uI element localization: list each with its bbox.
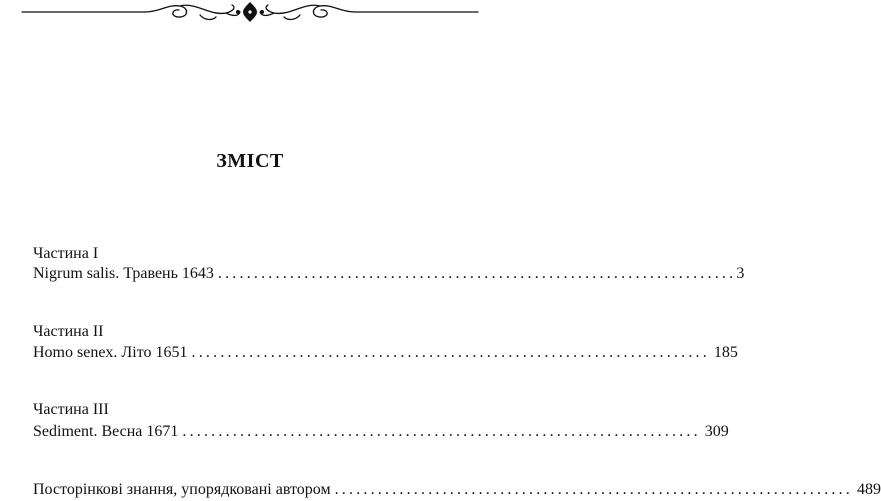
dot-leader: ........................................................................ <box>217 265 737 282</box>
dot-leader: ........................................................................ <box>191 344 710 361</box>
toc-entry[interactable] <box>33 263 745 285</box>
toc-entry-title: Посторінкові знання, упорядковані автором <box>33 481 331 498</box>
flourish-divider-icon <box>0 0 500 28</box>
part-label: Частина II <box>33 323 104 340</box>
part-label: Частина III <box>33 401 109 418</box>
toc-page-number: 489 <box>857 481 881 498</box>
toc-page-number: 3 <box>736 265 745 282</box>
toc-entry-title: Homo senex. Літо 1651 <box>33 344 188 361</box>
toc-entry-appendix[interactable] <box>33 479 881 501</box>
dot-leader: ........................................................................ <box>334 481 854 498</box>
toc-entry[interactable] <box>33 421 729 443</box>
toc-entry[interactable] <box>33 342 738 364</box>
toc-entry-title: Sediment. Весна 1671 <box>33 423 179 440</box>
page-title: ЗМІСТ <box>216 150 284 172</box>
toc-page-number: 185 <box>713 344 738 361</box>
toc-page-number: 309 <box>704 423 729 440</box>
part-label: Частина I <box>33 245 99 262</box>
toc-entry-title: Nigrum salis. Травень 1643 <box>33 265 214 282</box>
dot-leader: ........................................................................ <box>182 423 701 440</box>
